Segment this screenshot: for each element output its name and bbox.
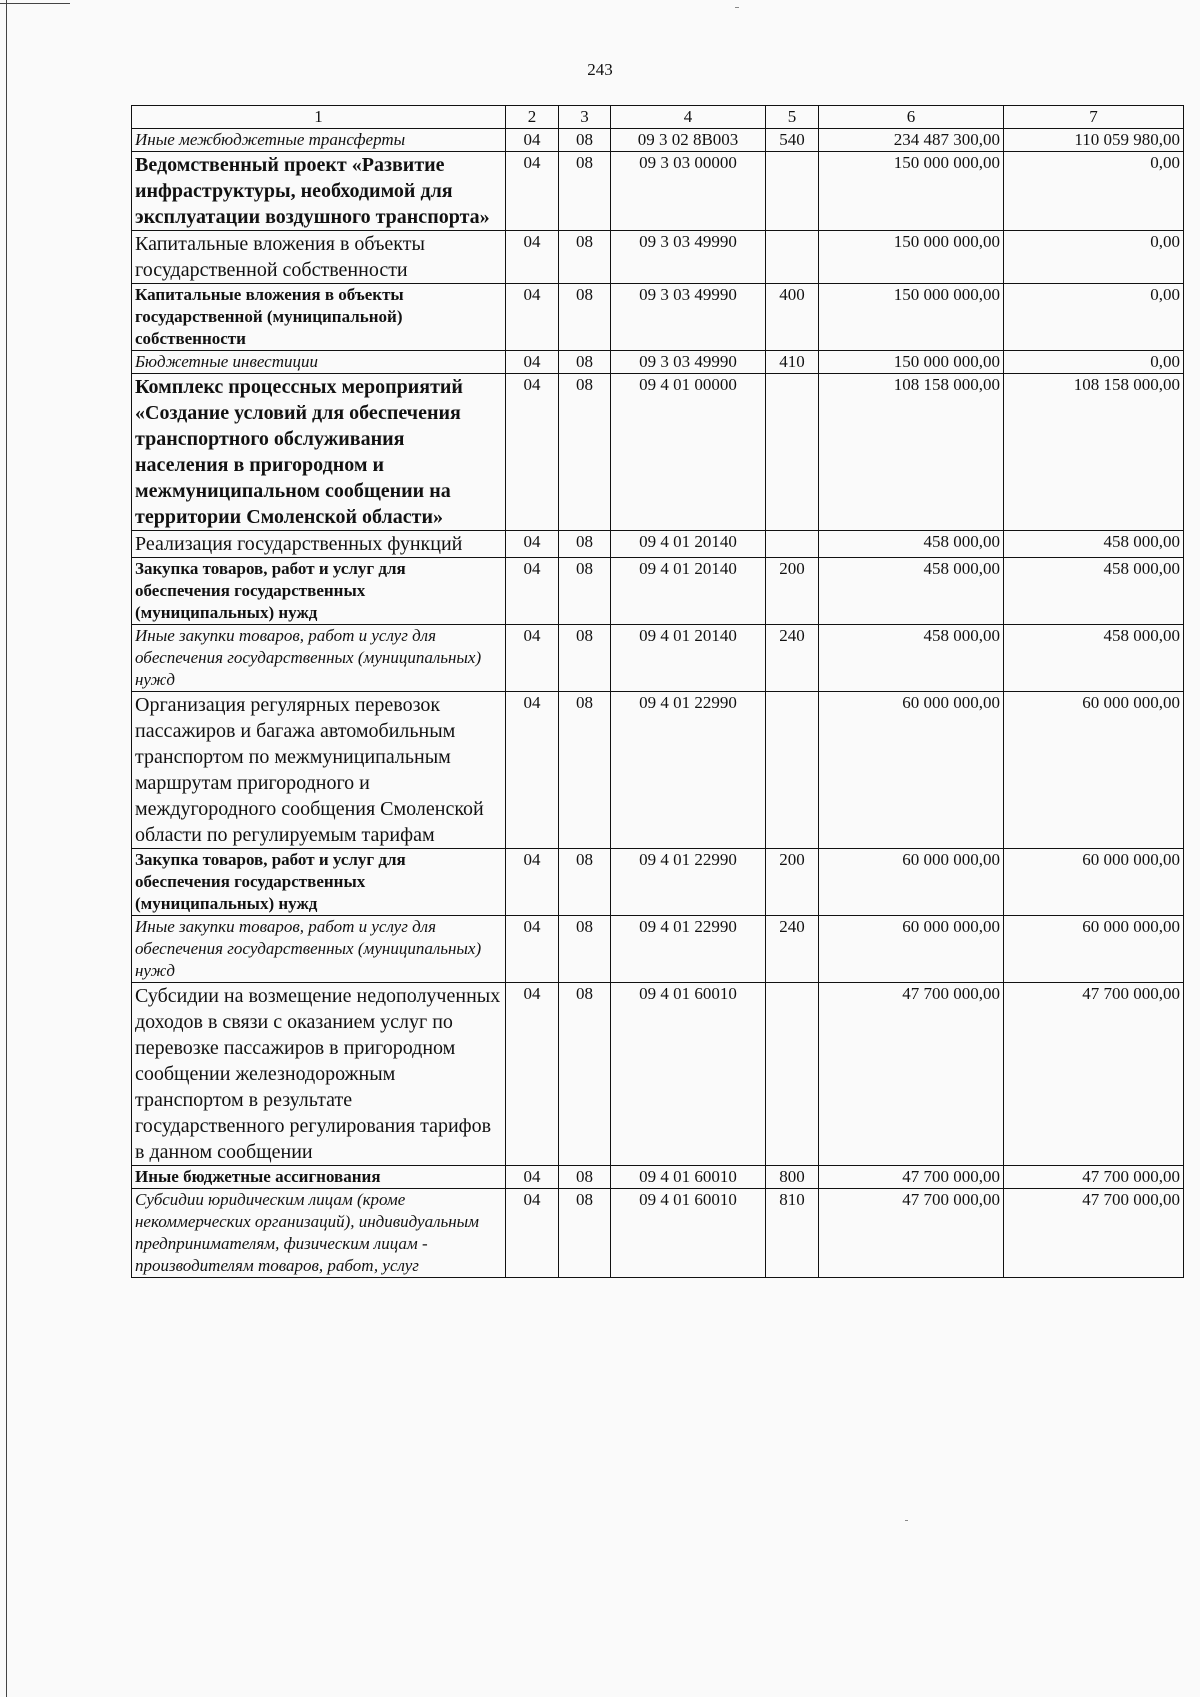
amount-year-1: 150 000 000,00 — [819, 351, 1004, 374]
section-code: 04 — [506, 983, 559, 1166]
amount-year-2: 0,00 — [1004, 284, 1184, 351]
row-name: Субсидии на возмещение недополученных доходов в связи с оказанием услуг по перевозке пассажиров в пригородном сообщении железнодорожным транспортом в результате государственного регулирования тарифов в данном сообщении — [132, 983, 506, 1166]
amount-year-2: 108 158 000,00 — [1004, 374, 1184, 531]
amount-year-2: 60 000 000,00 — [1004, 916, 1184, 983]
row-name: Комплекс процессных мероприятий «Создание условий для обеспечения транспортного обслуживания населения в пригородном и межмуниципальном сообщении на территории Смоленской области» — [132, 374, 506, 531]
amount-year-2: 458 000,00 — [1004, 558, 1184, 625]
amount-year-2: 0,00 — [1004, 152, 1184, 231]
section-code: 04 — [506, 558, 559, 625]
row-name: Капитальные вложения в объекты государственной собственности — [132, 231, 506, 284]
table-row — [132, 625, 1184, 692]
amount-year-1: 47 700 000,00 — [819, 983, 1004, 1166]
expense-type-code — [766, 152, 819, 231]
row-name: Закупка товаров, работ и услуг для обеспечения государственных (муниципальных) нужд — [132, 849, 506, 916]
section-code: 04 — [506, 284, 559, 351]
column-header: 5 — [766, 106, 819, 129]
amount-year-1: 234 487 300,00 — [819, 129, 1004, 152]
table-row — [132, 692, 1184, 849]
column-header: 4 — [611, 106, 766, 129]
expense-type-code: 540 — [766, 129, 819, 152]
amount-year-1: 458 000,00 — [819, 625, 1004, 692]
expense-type-code: 410 — [766, 351, 819, 374]
row-name: Иные бюджетные ассигнования — [132, 1166, 506, 1189]
expense-type-code — [766, 531, 819, 558]
subsection-code: 08 — [559, 152, 611, 231]
table-row — [132, 531, 1184, 558]
row-name: Закупка товаров, работ и услуг для обеспечения государственных (муниципальных) нужд — [132, 558, 506, 625]
section-code: 04 — [506, 351, 559, 374]
row-name: Реализация государственных функций — [132, 531, 506, 558]
amount-year-2: 47 700 000,00 — [1004, 983, 1184, 1166]
table-row — [132, 351, 1184, 374]
target-article-code: 09 3 03 49990 — [611, 231, 766, 284]
expense-type-code — [766, 231, 819, 284]
target-article-code: 09 3 02 8В003 — [611, 129, 766, 152]
target-article-code: 09 3 03 00000 — [611, 152, 766, 231]
subsection-code: 08 — [559, 983, 611, 1166]
expense-type-code: 200 — [766, 849, 819, 916]
column-header: 1 — [132, 106, 506, 129]
table-row — [132, 849, 1184, 916]
table-row — [132, 983, 1184, 1166]
amount-year-1: 150 000 000,00 — [819, 152, 1004, 231]
section-code: 04 — [506, 531, 559, 558]
budget-table — [131, 105, 1184, 1278]
amount-year-1: 458 000,00 — [819, 558, 1004, 625]
subsection-code: 08 — [559, 374, 611, 531]
amount-year-1: 150 000 000,00 — [819, 284, 1004, 351]
subsection-code: 08 — [559, 284, 611, 351]
subsection-code: 08 — [559, 1166, 611, 1189]
table-row — [132, 374, 1184, 531]
amount-year-2: 110 059 980,00 — [1004, 129, 1184, 152]
column-header: 3 — [559, 106, 611, 129]
table-row — [132, 284, 1184, 351]
scan-top-edge — [0, 3, 70, 4]
amount-year-1: 47 700 000,00 — [819, 1166, 1004, 1189]
row-name: Бюджетные инвестиции — [132, 351, 506, 374]
scan-speck — [735, 7, 739, 8]
amount-year-2: 47 700 000,00 — [1004, 1166, 1184, 1189]
target-article-code: 09 4 01 00000 — [611, 374, 766, 531]
amount-year-1: 60 000 000,00 — [819, 849, 1004, 916]
expense-type-code — [766, 983, 819, 1166]
target-article-code: 09 4 01 22990 — [611, 849, 766, 916]
amount-year-1: 60 000 000,00 — [819, 916, 1004, 983]
amount-year-2: 458 000,00 — [1004, 531, 1184, 558]
expense-type-code — [766, 692, 819, 849]
column-header: 7 — [1004, 106, 1184, 129]
subsection-code: 08 — [559, 1189, 611, 1278]
subsection-code: 08 — [559, 531, 611, 558]
amount-year-2: 0,00 — [1004, 231, 1184, 284]
scan-speck — [905, 1520, 908, 1521]
target-article-code: 09 4 01 20140 — [611, 558, 766, 625]
section-code: 04 — [506, 849, 559, 916]
expense-type-code: 800 — [766, 1166, 819, 1189]
section-code: 04 — [506, 1189, 559, 1278]
row-name: Ведомственный проект «Развитие инфраструктуры, необходимой для эксплуатации воздушного транспорта» — [132, 152, 506, 231]
target-article-code: 09 4 01 22990 — [611, 692, 766, 849]
subsection-code: 08 — [559, 849, 611, 916]
target-article-code: 09 4 01 60010 — [611, 1189, 766, 1278]
target-article-code: 09 4 01 60010 — [611, 983, 766, 1166]
amount-year-2: 47 700 000,00 — [1004, 1189, 1184, 1278]
page-number: 243 — [587, 60, 613, 79]
table-header-row — [132, 106, 1184, 129]
table-row — [132, 916, 1184, 983]
section-code: 04 — [506, 129, 559, 152]
amount-year-1: 150 000 000,00 — [819, 231, 1004, 284]
amount-year-1: 47 700 000,00 — [819, 1189, 1004, 1278]
column-header: 2 — [506, 106, 559, 129]
expense-type-code: 240 — [766, 625, 819, 692]
amount-year-1: 458 000,00 — [819, 531, 1004, 558]
expense-type-code — [766, 374, 819, 531]
amount-year-2: 0,00 — [1004, 351, 1184, 374]
subsection-code: 08 — [559, 916, 611, 983]
row-name: Субсидии юридическим лицам (кроме некоммерческих организаций), индивидуальным предпринимателям, физическим лицам - производителям товаров, работ, услуг — [132, 1189, 506, 1278]
section-code: 04 — [506, 152, 559, 231]
table-row — [132, 1166, 1184, 1189]
column-header: 6 — [819, 106, 1004, 129]
section-code: 04 — [506, 625, 559, 692]
table-row — [132, 231, 1184, 284]
section-code: 04 — [506, 916, 559, 983]
amount-year-1: 108 158 000,00 — [819, 374, 1004, 531]
table-row — [132, 558, 1184, 625]
section-code: 04 — [506, 374, 559, 531]
amount-year-2: 60 000 000,00 — [1004, 849, 1184, 916]
table-row — [132, 152, 1184, 231]
subsection-code: 08 — [559, 129, 611, 152]
subsection-code: 08 — [559, 351, 611, 374]
table-row — [132, 1189, 1184, 1278]
subsection-code: 08 — [559, 625, 611, 692]
target-article-code: 09 3 03 49990 — [611, 351, 766, 374]
row-name: Организация регулярных перевозок пассажиров и багажа автомобильным транспортом по межмуниципальным маршрутам пригородного и междугородного сообщения Смоленской области по регулируемым тарифам — [132, 692, 506, 849]
subsection-code: 08 — [559, 692, 611, 849]
row-name: Капитальные вложения в объекты государственной (муниципальной) собственности — [132, 284, 506, 351]
expense-type-code: 240 — [766, 916, 819, 983]
subsection-code: 08 — [559, 558, 611, 625]
section-code: 04 — [506, 231, 559, 284]
amount-year-2: 458 000,00 — [1004, 625, 1184, 692]
section-code: 04 — [506, 692, 559, 849]
target-article-code: 09 3 03 49990 — [611, 284, 766, 351]
row-name: Иные закупки товаров, работ и услуг для обеспечения государственных (муниципальных) нужд — [132, 625, 506, 692]
expense-type-code: 200 — [766, 558, 819, 625]
target-article-code: 09 4 01 20140 — [611, 531, 766, 558]
target-article-code: 09 4 01 20140 — [611, 625, 766, 692]
expense-type-code: 400 — [766, 284, 819, 351]
row-name: Иные закупки товаров, работ и услуг для обеспечения государственных (муниципальных) нужд — [132, 916, 506, 983]
subsection-code: 08 — [559, 231, 611, 284]
target-article-code: 09 4 01 60010 — [611, 1166, 766, 1189]
row-name: Иные межбюджетные трансферты — [132, 129, 506, 152]
expense-type-code: 810 — [766, 1189, 819, 1278]
scan-left-edge — [6, 0, 7, 1697]
section-code: 04 — [506, 1166, 559, 1189]
table-row — [132, 129, 1184, 152]
amount-year-1: 60 000 000,00 — [819, 692, 1004, 849]
amount-year-2: 60 000 000,00 — [1004, 692, 1184, 849]
target-article-code: 09 4 01 22990 — [611, 916, 766, 983]
